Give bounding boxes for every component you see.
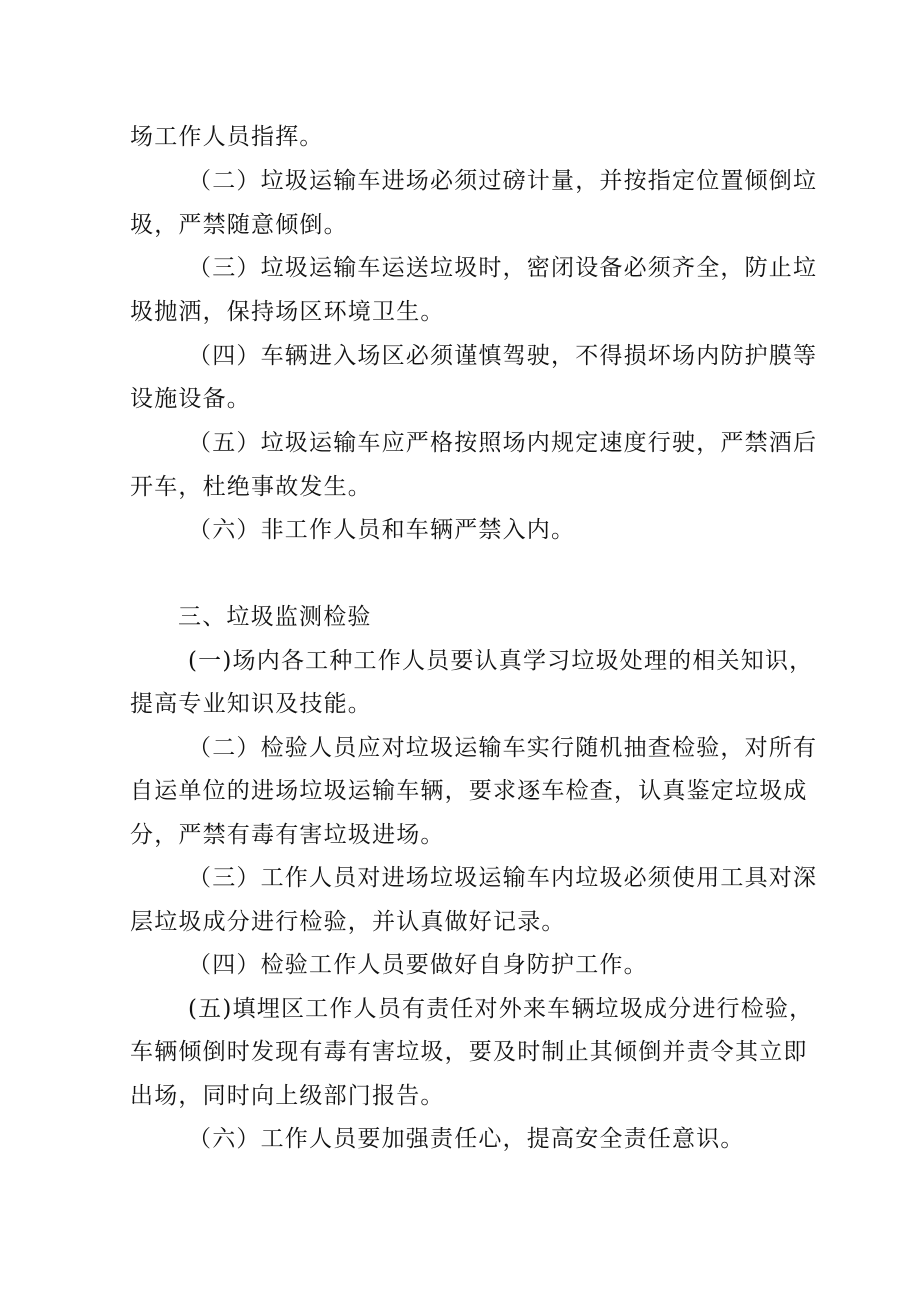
paragraph-continuation: 场工作人员指挥。	[130, 124, 324, 150]
item-4-line-2: 设施设备。	[130, 386, 251, 412]
s3-item-2-line-1: （二）检验人员应对垃圾运输车实行随机抽查检验，对所有	[188, 735, 818, 761]
s3-item-5-line-2: 车辆倾倒时发现有毒有害垃圾，要及时制止其倾倒并责令其立即	[130, 1039, 808, 1065]
s3-item-2-line-2: 自运单位的进场垃圾运输车辆，要求逐车检查，认真鉴定垃圾成	[130, 778, 808, 804]
item-6-line-1: （六）非工作人员和车辆严禁入内。	[188, 517, 576, 543]
section-3-heading: 三、垃圾监测检验	[178, 604, 372, 630]
item-5-line-2: 开车，杜绝事故发生。	[130, 474, 372, 500]
item-2-line-2: 圾，严禁随意倾倒。	[130, 212, 348, 238]
s3-item-3-line-1: （三）工作人员对进场垃圾运输车内垃圾必须使用工具对深	[188, 865, 818, 891]
item-3-line-1: （三）垃圾运输车运送垃圾时，密闭设备必须齐全，防止垃	[188, 255, 818, 281]
s3-item-1-line-2: 提高专业知识及技能。	[130, 691, 372, 717]
s3-item-2-line-3: 分，严禁有毒有害垃圾进场。	[130, 822, 445, 848]
s3-item-6-line-1: （六）工作人员要加强责任心，提高安全责任意识。	[188, 1126, 745, 1152]
s3-item-5-line-3: 出场，同时向上级部门报告。	[130, 1083, 445, 1109]
item-2-line-1: （二）垃圾运输车进场必须过磅计量，并按指定位置倾倒垃	[188, 168, 818, 194]
s3-item-5-line-1: (五)填埋区工作人员有责任对外来车辆垃圾成分进行检验，	[188, 996, 814, 1022]
s3-item-3-line-2: 层垃圾成分进行检验，并认真做好记录。	[130, 909, 566, 935]
s3-item-1-line-1: (一)场内各工种工作人员要认真学习垃圾处理的相关知识，	[188, 648, 814, 674]
item-3-line-2: 圾抛洒，保持场区环境卫生。	[130, 299, 445, 325]
s3-item-4-line-1: （四）检验工作人员要做好自身防护工作。	[188, 952, 648, 978]
item-4-line-1: （四）车辆进入场区必须谨慎驾驶，不得损坏场内防护膜等	[188, 343, 818, 369]
item-5-line-1: （五）垃圾运输车应严格按照场内规定速度行驶，严禁酒后	[188, 430, 818, 456]
